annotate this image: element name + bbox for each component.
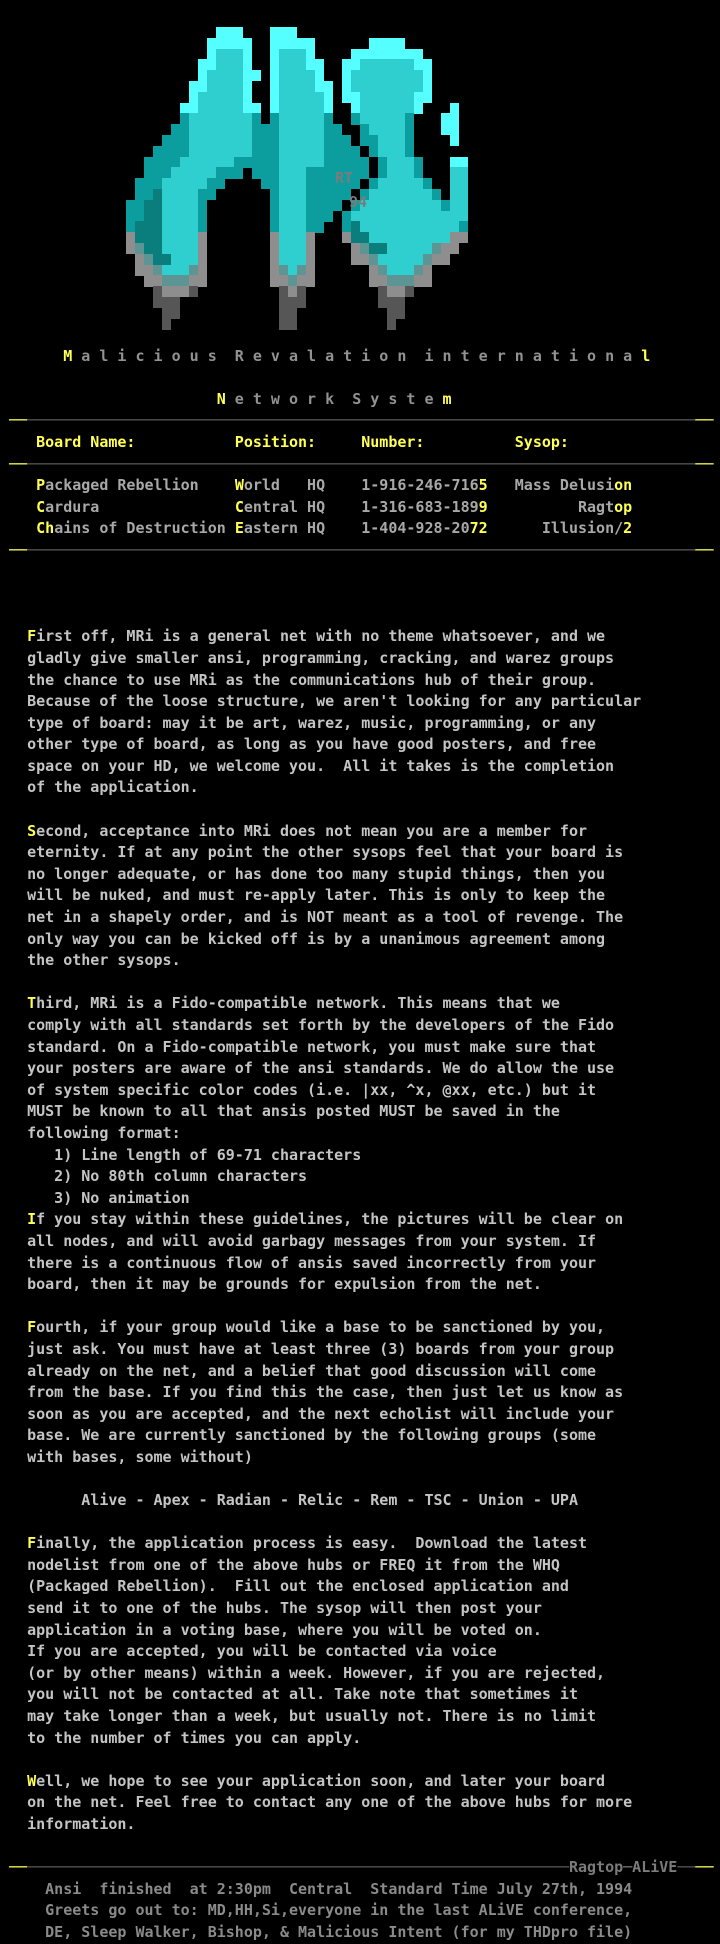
text-line [0, 1490, 720, 1512]
text-line [0, 1209, 720, 1231]
text-line [0, 1706, 720, 1728]
text-line [0, 1663, 720, 1685]
text-segment: may take longer than a week, but usually not. There is no limit [0, 1707, 597, 1725]
text-segment: of system specific color codes (i.e. |xx, ^x, @xx, etc.) but it [0, 1080, 597, 1099]
text-segment [0, 994, 27, 1012]
text-segment [0, 519, 36, 537]
text-segment: space on your HD, we welcome you. All it takes is the completion [0, 756, 615, 775]
text-segment: Because of the loose structure, we aren't looking for any particular [0, 692, 642, 711]
text-segment: soon as you are accepted, and the next echolist will include your [0, 1404, 615, 1423]
text-segment: e t w o r k S y s t e [225, 389, 443, 408]
text-segment: Ch [36, 519, 55, 538]
text-segment: astern HQ [243, 519, 362, 538]
text-line [0, 1555, 720, 1577]
text-segment: I [27, 1210, 37, 1229]
text-segment: other type of board, as long as you have good posters, and free [0, 735, 597, 754]
text-segment: eternity. If at any point the other sysops feel that your board is [0, 843, 624, 862]
text-line [0, 1771, 720, 1793]
text-line [0, 1620, 720, 1642]
text-segment: 2) No 80th column characters [0, 1167, 308, 1186]
text-segment: application in a voting base, where you will be voted on. [0, 1620, 542, 1639]
text-segment: C [234, 497, 244, 516]
text-line [0, 1425, 720, 1447]
text-segment: entral HQ [243, 497, 362, 516]
text-segment [0, 1210, 27, 1228]
text-line [0, 1339, 720, 1361]
text-line [0, 734, 720, 756]
text-line [0, 1361, 720, 1383]
text-line [0, 497, 720, 519]
text-segment: ackaged Rebellion [45, 476, 235, 495]
text-segment: nodelist from one of the above hubs or FREQ it from the WHQ [0, 1555, 560, 1574]
text-segment: f you stay within these guidelines, the pictures will be clear on [36, 1210, 624, 1229]
text-line [0, 1922, 720, 1944]
text-segment: Illusion/ [487, 519, 624, 538]
text-segment: E [234, 519, 244, 538]
text-line [0, 842, 720, 864]
text-segment [0, 627, 27, 645]
text-line [0, 454, 720, 476]
text-line [0, 1166, 720, 1188]
text-line [0, 389, 720, 411]
text-line [0, 1879, 720, 1901]
text-line [0, 1598, 720, 1620]
text-line [0, 562, 720, 584]
text-line [0, 1080, 720, 1102]
text-segment: DE, Sleep Walker, Bishop, & Malicious Intent (for my THDpro file) [0, 1922, 633, 1941]
text-line [0, 626, 720, 648]
text-line [0, 1857, 720, 1879]
text-segment: will be nuked, and must re-apply later. This is only to keep the [0, 886, 606, 905]
text-segment: on the net. Feel free to contact any one of the above hubs for more [0, 1793, 633, 1812]
text-segment: F [27, 1318, 37, 1337]
text-segment [0, 1772, 27, 1790]
text-segment [0, 541, 9, 559]
text-segment: 72 [469, 519, 488, 538]
text-segment: ────────────────────────────────────────────────────────────────────────── [27, 411, 696, 430]
text-line [0, 1728, 720, 1750]
text-line [0, 1015, 720, 1037]
text-line [0, 583, 720, 605]
text-segment: 3) No animation [0, 1188, 190, 1207]
text-segment: ains of Destruction [54, 519, 235, 538]
text-segment: Mass Delusi [487, 476, 615, 495]
text-line [0, 1058, 720, 1080]
text-segment: 1-916-246-716 [361, 476, 479, 495]
text-segment [0, 476, 36, 494]
text-line [0, 1404, 720, 1426]
text-segment: inally, the application process is easy. Download the latest [36, 1534, 588, 1553]
text-segment: MUST be known to all that ansis posted MUST be saved in the [0, 1102, 560, 1121]
text-line [0, 907, 720, 929]
text-segment: W [234, 476, 244, 495]
text-segment [0, 1858, 9, 1876]
text-segment: 1-404-928-20 [361, 519, 470, 538]
text-segment: 9 [478, 497, 488, 516]
text-line [0, 367, 720, 389]
text-segment: ── [695, 540, 714, 559]
text-segment: net in a shapely order, and is NOT meant as a tool of revenge. The [0, 908, 624, 927]
text-segment [0, 455, 9, 473]
text-segment: 5 [478, 476, 488, 495]
text-line [0, 1533, 720, 1555]
text-line [0, 475, 720, 497]
text-segment: with bases, some without) [0, 1447, 253, 1466]
text-segment: C [36, 497, 46, 516]
text-segment: 2 [623, 519, 633, 538]
text-segment: irst off, MRi is a general net with no theme whatsoever, and we [36, 627, 606, 646]
text-segment: send it to one of the hubs. The sysop will then post your [0, 1599, 542, 1618]
text-segment: your posters are aware of the ansi standards. We do allow the use [0, 1059, 615, 1078]
text-segment: comply with all standards set forth by the developers of the Fido [0, 1016, 615, 1034]
text-line [0, 670, 720, 692]
text-line [0, 929, 720, 951]
text-line [0, 410, 720, 432]
text-line [0, 1188, 720, 1210]
text-segment: 1-316-683-189 [361, 497, 479, 516]
text-line [0, 1253, 720, 1275]
text-segment [0, 498, 36, 516]
screen-text [0, 346, 720, 1944]
text-line [0, 1231, 720, 1253]
text-segment: m [442, 389, 452, 408]
text-line [0, 799, 720, 821]
logo-signature-year: 94 [349, 193, 368, 211]
text-line [0, 432, 720, 454]
text-segment: ── [9, 454, 28, 473]
text-segment: 1) Line length of 69-71 characters [0, 1145, 362, 1164]
text-segment: ── [9, 411, 28, 430]
text-segment: from the base. If you find this the case, then just let us know as [0, 1383, 624, 1402]
text-segment [0, 411, 9, 429]
text-line [0, 346, 720, 368]
text-line [0, 972, 720, 994]
text-line [0, 1792, 720, 1814]
text-line [0, 1123, 720, 1145]
text-segment: T [27, 994, 37, 1013]
text-line [0, 993, 720, 1015]
text-segment: all nodes, and will avoid garbagy messages from your system. If [0, 1231, 597, 1250]
text-segment: l [641, 346, 651, 365]
text-segment: a l i c i o u s R e v a l a t i o n i n t e r n a t i o n a [72, 346, 642, 365]
text-segment: ell, we hope to see your application soon, and later your board [36, 1771, 606, 1790]
text-segment: W [27, 1771, 37, 1790]
text-segment: gladly give smaller ansi, programming, cracking, and warez groups [0, 648, 615, 667]
text-line [0, 1101, 720, 1123]
text-segment: ── [677, 1858, 696, 1877]
text-line [0, 1274, 720, 1296]
text-segment: hird, MRi is a Fido-compatible network. This means that we [36, 994, 560, 1013]
text-line [0, 864, 720, 886]
text-segment: already on the net, and a belief that good discussion will come [0, 1361, 597, 1380]
text-line [0, 540, 720, 562]
text-segment: to the number of times you can apply. [0, 1728, 362, 1747]
text-line [0, 648, 720, 670]
text-line [0, 691, 720, 713]
text-segment [0, 822, 27, 840]
text-line [0, 1814, 720, 1836]
text-segment: P [36, 476, 46, 495]
text-segment: ──────────────────────────────────────────────────────────── [27, 1858, 569, 1877]
text-segment: type of board: may it be art, warez, music, programming, or any [0, 713, 597, 732]
text-line [0, 1576, 720, 1598]
text-line [0, 950, 720, 972]
text-line [0, 1512, 720, 1534]
text-segment: ── [695, 454, 714, 473]
text-segment: only way you can be kicked off is by a unanimous agreement among [0, 929, 606, 948]
text-segment: (Packaged Rebellion). Fill out the enclosed application and [0, 1577, 569, 1596]
text-segment: you will not be contacted at all. Take note that sometimes it [0, 1685, 578, 1704]
text-line [0, 1641, 720, 1663]
text-segment: following format: [0, 1123, 181, 1142]
text-segment: ── [9, 1858, 28, 1877]
text-segment: Ragtop─ALiVE [568, 1858, 678, 1877]
text-segment: Alive - Apex - Radian - Relic - Rem - TSC - Union - UPA [0, 1491, 578, 1510]
text-line [0, 756, 720, 778]
text-line [0, 1468, 720, 1490]
text-segment: ourth, if your group would like a base to be sanctioned by you, [36, 1318, 606, 1337]
text-segment: N [216, 389, 226, 408]
text-segment: just ask. You must have at least three (3) boards from your group [0, 1339, 615, 1358]
text-segment: the other sysops. [0, 951, 181, 970]
text-line [0, 1037, 720, 1059]
text-segment: on [614, 476, 633, 495]
text-line [0, 1836, 720, 1858]
text-line [0, 518, 720, 540]
text-segment: standard. On a Fido-compatible network, you must make sure that [0, 1037, 597, 1056]
text-segment: board, then it may be grounds for expulsion from the net. [0, 1275, 542, 1294]
text-segment: op [614, 497, 633, 516]
text-segment: Ansi finished at 2:30pm Central Standard Time July 27th, 1994 [0, 1879, 633, 1898]
text-segment: If you are accepted, you will be contacted via voice [0, 1642, 497, 1661]
text-segment: F [27, 1534, 37, 1553]
text-line [0, 1317, 720, 1339]
text-line [0, 777, 720, 799]
text-segment: ── [695, 411, 714, 430]
text-line [0, 1684, 720, 1706]
text-segment: Ragt [487, 497, 615, 516]
text-segment: no longer adequate, or has done too many stupid things, then you [0, 864, 606, 883]
text-segment [0, 390, 217, 408]
text-line [0, 1447, 720, 1469]
text-line [0, 1900, 720, 1922]
text-segment: ────────────────────────────────────────────────────────────────────────── [27, 454, 696, 473]
text-line [0, 713, 720, 735]
text-segment: orld HQ [243, 476, 362, 495]
text-segment: F [27, 627, 37, 646]
text-segment: ardura [45, 497, 235, 516]
text-line [0, 605, 720, 627]
text-segment: base. We are currently sanctioned by the following groups (some [0, 1426, 597, 1445]
text-segment: ── [695, 1858, 714, 1877]
text-segment: there is a continuous flow of ansis saved incorrectly from your [0, 1253, 597, 1272]
text-segment: of the application. [0, 778, 199, 797]
text-segment: (or by other means) within a week. However, if you are rejected, [0, 1663, 606, 1682]
text-segment: Greets go out to: MD,HH,Si,everyone in the last ALiVE conference, [0, 1901, 633, 1920]
text-line [0, 1749, 720, 1771]
text-segment: ── [9, 540, 28, 559]
text-segment: information. [0, 1814, 136, 1833]
text-segment [0, 1534, 27, 1552]
text-segment [0, 1318, 27, 1336]
text-segment: the chance to use MRi as the communications hub of their group. [0, 670, 597, 689]
text-segment: S [27, 821, 37, 840]
logo-signature-initials: RT [335, 169, 354, 187]
text-line [0, 1296, 720, 1318]
text-line [0, 885, 720, 907]
text-line [0, 821, 720, 843]
text-line [0, 1382, 720, 1404]
text-segment [0, 347, 63, 365]
text-segment: ────────────────────────────────────────────────────────────────────────── [27, 540, 696, 559]
text-segment: M [63, 346, 73, 365]
text-segment: Board Name: Position: Number: Sysop: [0, 432, 569, 451]
text-segment: econd, acceptance into MRi does not mean you are a member for [36, 821, 588, 840]
text-line [0, 1145, 720, 1167]
